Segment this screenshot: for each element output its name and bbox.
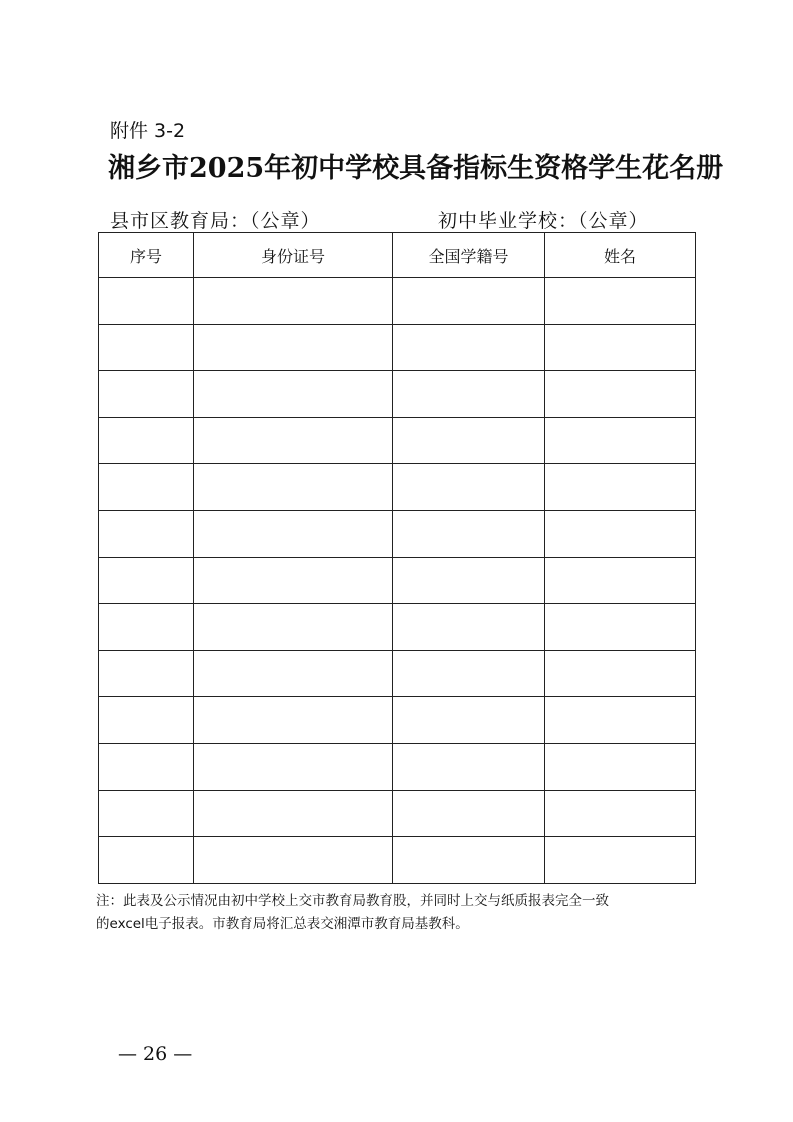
- index-cell: [99, 837, 194, 884]
- id-number-cell: [194, 464, 393, 511]
- index-cell: [99, 557, 194, 604]
- table-row: [99, 557, 696, 604]
- id-number-cell: [194, 790, 393, 837]
- student-roster-table: [98, 232, 696, 884]
- registry-number-cell: [393, 417, 545, 464]
- index-cell: [99, 743, 194, 790]
- table-row: [99, 697, 696, 744]
- name-cell: [545, 650, 696, 697]
- table-row: [99, 464, 696, 511]
- table-row: [99, 371, 696, 418]
- index-cell: [99, 650, 194, 697]
- column-header-student-registry-number: 全国学籍号: [393, 233, 545, 278]
- table-row: [99, 324, 696, 371]
- id-number-cell: [194, 743, 393, 790]
- id-number-cell: [194, 278, 393, 325]
- table-row: [99, 837, 696, 884]
- id-number-cell: [194, 324, 393, 371]
- name-cell: [545, 417, 696, 464]
- column-header-index: 序号: [99, 233, 194, 278]
- name-cell: [545, 464, 696, 511]
- name-cell: [545, 278, 696, 325]
- index-cell: [99, 371, 194, 418]
- index-cell: [99, 278, 194, 325]
- document-title: 湘乡市2025年初中学校具备指标生资格学生花名册: [108, 153, 724, 184]
- id-number-cell: [194, 557, 393, 604]
- column-header-name: 姓名: [545, 233, 696, 278]
- column-header-id-number: 身份证号: [194, 233, 393, 278]
- name-cell: [545, 557, 696, 604]
- registry-number-cell: [393, 464, 545, 511]
- registry-number-cell: [393, 604, 545, 651]
- table-row: [99, 604, 696, 651]
- registry-number-cell: [393, 324, 545, 371]
- index-cell: [99, 464, 194, 511]
- table-header-row: [99, 233, 696, 278]
- name-cell: [545, 324, 696, 371]
- table-row: [99, 510, 696, 557]
- index-cell: [99, 324, 194, 371]
- index-cell: [99, 790, 194, 837]
- attachment-label: 附件 3-2: [110, 120, 186, 142]
- footnote: [96, 890, 700, 936]
- index-cell: [99, 604, 194, 651]
- name-cell: [545, 837, 696, 884]
- junior-school-seal-label: 初中毕业学校：（公章）: [438, 210, 649, 232]
- page-number: — 26 —: [118, 1043, 193, 1065]
- name-cell: [545, 697, 696, 744]
- name-cell: [545, 604, 696, 651]
- table-row: [99, 743, 696, 790]
- id-number-cell: [194, 837, 393, 884]
- index-cell: [99, 510, 194, 557]
- id-number-cell: [194, 650, 393, 697]
- id-number-cell: [194, 371, 393, 418]
- name-cell: [545, 510, 696, 557]
- registry-number-cell: [393, 371, 545, 418]
- id-number-cell: [194, 417, 393, 464]
- name-cell: [545, 790, 696, 837]
- registry-number-cell: [393, 790, 545, 837]
- county-education-bureau-seal-label: 县市区教育局：（公章）: [110, 210, 321, 232]
- registry-number-cell: [393, 510, 545, 557]
- name-cell: [545, 371, 696, 418]
- table-row: [99, 790, 696, 837]
- table-row: [99, 278, 696, 325]
- registry-number-cell: [393, 650, 545, 697]
- footnote-line-1: 注：此表及公示情况由初中学校上交市教育局教育股，并同时上交与纸质报表完全一致: [96, 893, 609, 909]
- registry-number-cell: [393, 278, 545, 325]
- footnote-line-2: 的excel电子报表。市教育局将汇总表交湘潭市教育局基教科。: [96, 916, 469, 932]
- table-row: [99, 417, 696, 464]
- table-row: [99, 650, 696, 697]
- index-cell: [99, 697, 194, 744]
- name-cell: [545, 743, 696, 790]
- registry-number-cell: [393, 837, 545, 884]
- registry-number-cell: [393, 697, 545, 744]
- id-number-cell: [194, 604, 393, 651]
- index-cell: [99, 417, 194, 464]
- registry-number-cell: [393, 743, 545, 790]
- registry-number-cell: [393, 557, 545, 604]
- id-number-cell: [194, 697, 393, 744]
- id-number-cell: [194, 510, 393, 557]
